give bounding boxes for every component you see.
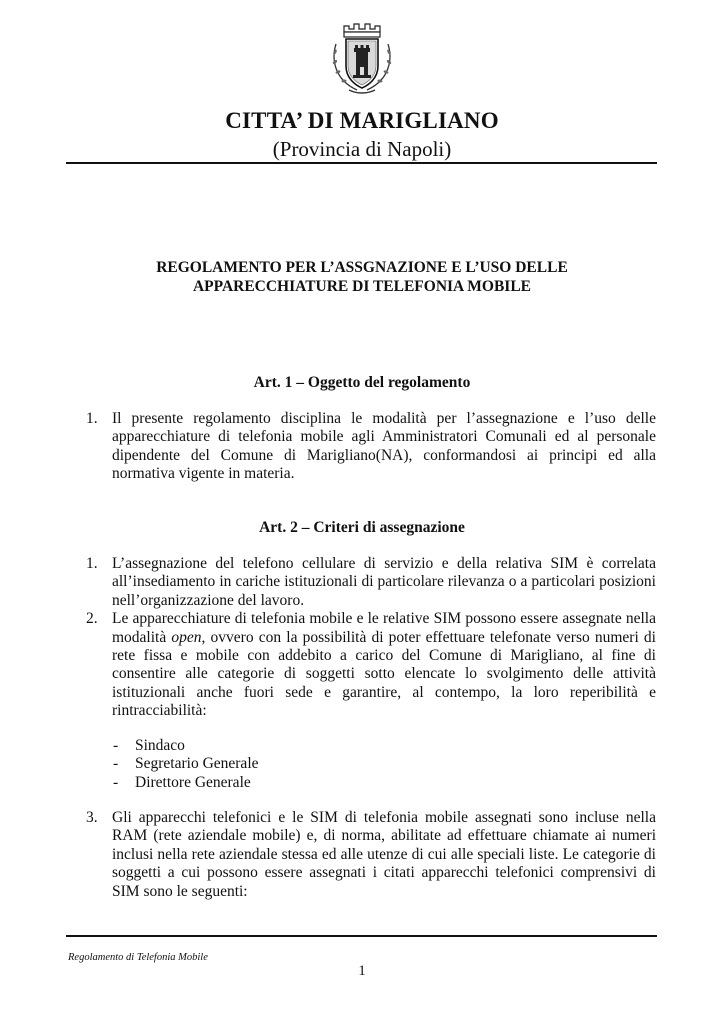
item-text-part: , ovvero con la possibilità di poter effettuare telefonate verso numeri di rete fissa e mobile con addebito a carico del Comune di Marigliano, al fine di consentire alle categorie di soggetti sotto elencate lo svolgimento delle attività istituzionali anche fuori sede e garantire, al contempo, la loro reperibilità e rintracciabilità:	[112, 628, 656, 720]
item-text-italic: open	[171, 628, 202, 646]
article-2-list-continued	[86, 809, 656, 901]
role-label: Sindaco	[135, 737, 185, 754]
dash-marker: -	[113, 773, 119, 791]
role-item	[113, 737, 259, 755]
dash-marker: -	[113, 737, 119, 754]
header-divider	[66, 162, 657, 164]
article-2-list	[86, 555, 656, 721]
document-title-line: APPARECCHIATURE DI TELEFONIA MOBILE	[192, 278, 532, 295]
role-label: Direttore Generale	[135, 773, 251, 791]
item-number: 1.	[86, 410, 98, 427]
item-text: Gli apparecchi telefonici e le SIM di telefonia mobile assegnati sono incluse nella RAM (rete aziendale mobile) e, di norma, abilitate ad effettuare chiamate ai numeri inclusi nella rete aziendale stessa ed alle utenze di cui alle speciali liste. Le categorie di soggetti a cui possono essere assegnati i citati apparecchi telefonici comprensivi di SIM sono le seguenti:	[112, 809, 656, 900]
article-1-heading: Art. 1 – Oggetto del regolamento	[253, 374, 471, 391]
article-2-heading: Art. 2 – Criteri di assegnazione	[259, 519, 465, 536]
article-1-list	[86, 410, 656, 484]
footer-text: Regolamento di Telefonia Mobile	[68, 952, 208, 963]
role-item	[113, 755, 259, 773]
coat-of-arms-icon	[327, 18, 397, 98]
dash-marker: -	[113, 755, 119, 773]
role-label: Segretario Generale	[135, 755, 259, 773]
footer-divider	[66, 935, 657, 937]
document-title-line: REGOLAMENTO PER L’ASSGNAZIONE E L’USO DELLE	[156, 259, 568, 276]
list-item	[86, 410, 656, 484]
item-number: 3.	[86, 809, 98, 826]
page-number: 1	[358, 963, 366, 979]
roles-list	[113, 737, 259, 792]
city-subtitle: (Provincia di Napoli)	[272, 137, 452, 161]
document-title	[100, 258, 624, 296]
role-item	[113, 774, 259, 792]
item-text-part: Le apparecchiature di telefonia mobile e le relative SIM possono essere assegnate nella modalità	[112, 610, 656, 646]
list-item	[86, 555, 656, 610]
item-number: 1.	[86, 555, 98, 572]
item-number: 2.	[86, 610, 98, 628]
item-text: Il presente regolamento disciplina le modalità per l’assegnazione e l’uso delle apparecchiature di telefonia mobile agli Amministratori Comunali ed al personale dipendente del Comune di Marigliano(NA), conformandosi ai principi ed alla normativa vigente in materia.	[112, 410, 656, 483]
list-item	[86, 809, 656, 901]
city-title: CITTA’ DI MARIGLIANO	[225, 108, 499, 133]
item-text: L’assegnazione del telefono cellulare di servizio e della relativa SIM è correlata all’insediamento in cariche istituzionali di particolare rilevanza o a particolari posizioni nell’organizzazione del lavoro.	[112, 555, 656, 609]
item-text	[112, 610, 656, 720]
list-item	[86, 610, 656, 720]
